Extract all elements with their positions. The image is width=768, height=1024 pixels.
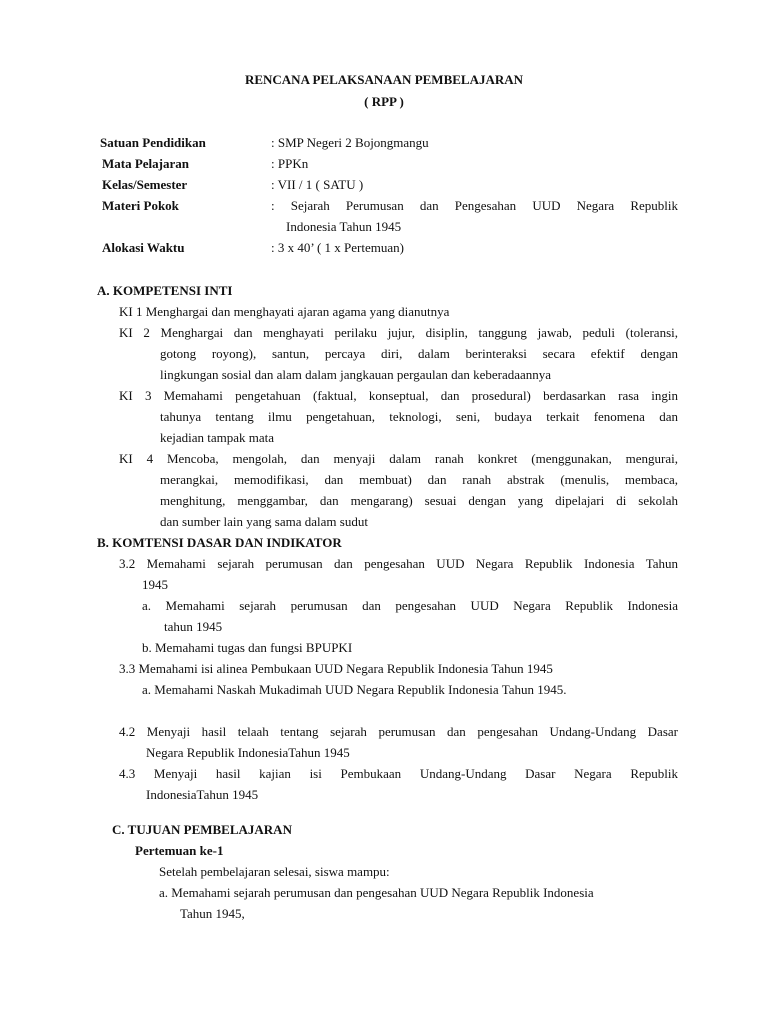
kd-item: 4.3 Menyaji hasil kajian isi Pembukaan Undang-Undang Dasar Negara Republik: [119, 766, 678, 781]
ki-item-cont: gotong royong), santun, percaya diri, dalam berinteraksi secara efektif dengan: [160, 346, 678, 361]
kd-item-cont: IndonesiaTahun 1945: [146, 787, 259, 802]
identity-value: : 3 x 40’ ( 1 x Pertemuan): [271, 240, 404, 255]
section-heading: C. TUJUAN PEMBELAJARAN: [112, 822, 292, 837]
objective-item-cont: Tahun 1945,: [180, 906, 245, 921]
kd-item: 3.3 Memahami isi alinea Pembukaan UUD Negara Republik Indonesia Tahun 1945: [119, 661, 553, 676]
indicator-item: a. Memahami Naskah Mukadimah UUD Negara Republik Indonesia Tahun 1945.: [142, 682, 567, 697]
kd-item: 3.2 Memahami sejarah perumusan dan pengesahan UUD Negara Republik Indonesia Tahun: [119, 556, 678, 571]
section-heading: B. KOMTENSI DASAR DAN INDIKATOR: [97, 535, 342, 550]
indicator-item: a. Memahami sejarah perumusan dan pengesahan UUD Negara Republik Indonesia: [142, 598, 678, 613]
ki-item-cont: merangkai, memodifikasi, dan membuat) dan ranah abstrak (menulis, membaca,: [160, 472, 678, 487]
objective-item: a. Memahami sejarah perumusan dan pengesahan UUD Negara Republik Indonesia: [159, 885, 594, 900]
identity-label: Kelas/Semester: [102, 177, 188, 192]
identity-value-cont: Indonesia Tahun 1945: [286, 219, 402, 234]
objective-intro: Setelah pembelajaran selesai, siswa mampu:: [159, 864, 390, 879]
kd-item-cont: 1945: [142, 577, 168, 592]
ki-item-cont: menghitung, menggambar, dan mengarang) sesuai dengan yang dipelajari di sekolah: [160, 493, 678, 508]
ki-item: KI 3 Memahami pengetahuan (faktual, konseptual, dan prosedural) berdasarkan rasa ingin: [119, 388, 678, 403]
identity-label: Satuan Pendidikan: [100, 135, 206, 150]
ki-item-cont: tahunya tentang ilmu pengetahuan, teknologi, seni, budaya terkait fenomena dan: [160, 409, 678, 424]
document-title: RENCANA PELAKSANAAN PEMBELAJARAN: [244, 72, 524, 87]
kd-item-cont: Negara Republik IndonesiaTahun 1945: [146, 745, 350, 760]
ki-item-cont: lingkungan sosial dan alam dalam jangkauan pergaulan dan keberadaannya: [160, 367, 552, 382]
identity-value: : Sejarah Perumusan dan Pengesahan UUD Negara Republik: [271, 198, 678, 213]
document-subtitle: ( RPP ): [364, 94, 404, 109]
identity-label: Alokasi Waktu: [102, 240, 185, 255]
identity-value: : SMP Negeri 2 Bojongmangu: [271, 135, 429, 150]
indicator-item: b. Memahami tugas dan fungsi BPUPKI: [142, 640, 353, 655]
identity-value: : PPKn: [271, 156, 309, 171]
indicator-item-cont: tahun 1945: [164, 619, 223, 634]
ki-item: KI 2 Menghargai dan menghayati perilaku jujur, disiplin, tanggung jawab, peduli (toleransi,: [119, 325, 678, 340]
ki-item-cont: dan sumber lain yang sama dalam sudut: [160, 514, 368, 529]
identity-value: : VII / 1 ( SATU ): [271, 177, 364, 192]
kd-item: 4.2 Menyaji hasil telaah tentang sejarah perumusan dan pengesahan Undang-Undang Dasar: [119, 724, 678, 739]
ki-item-cont: kejadian tampak mata: [160, 430, 275, 445]
ki-item: KI 4 Mencoba, mengolah, dan menyaji dalam ranah konkret (menggunakan, mengurai,: [119, 451, 678, 466]
identity-label: Materi Pokok: [102, 198, 179, 213]
meeting-label: Pertemuan ke-1: [135, 843, 224, 858]
section-heading: A. KOMPETENSI INTI: [97, 283, 233, 298]
ki-item: KI 1 Menghargai dan menghayati ajaran agama yang dianutnya: [119, 304, 450, 319]
identity-label: Mata Pelajaran: [102, 156, 190, 171]
